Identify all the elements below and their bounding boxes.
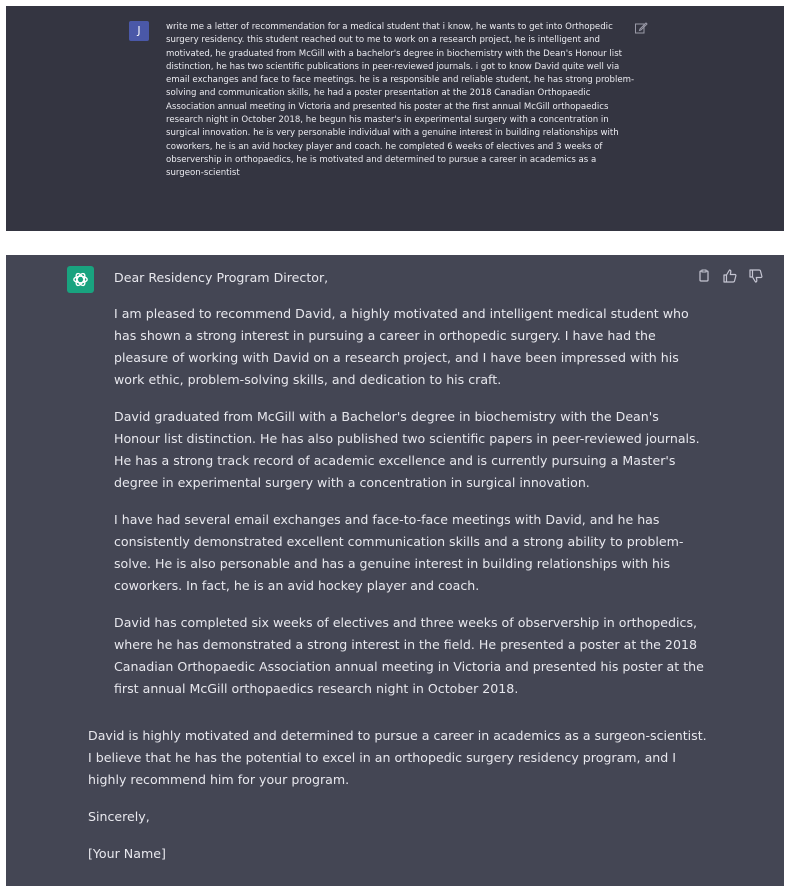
assistant-message <box>6 255 784 886</box>
letter-paragraph: David graduated from McGill with a Bachelor's degree in biochemistry with the Dean's Honour list distinction. He has also published two scientific papers in peer-reviewed journals. He has a strong track record of academic excellence and is currently pursuing a Master's degree in experimental surgery with a concentration in surgical innovation. <box>114 409 700 490</box>
letter-greeting: Dear Residency Program Director, <box>114 270 329 285</box>
closing-paragraph: David is highly motivated and determined to pursue a career in academics as a surgeon-scientist. I believe that he has the potential to excel in an orthopedic surgery residency program, and I highly recommend him for your program. <box>88 728 707 787</box>
letter-paragraph: I have had several email exchanges and face-to-face meetings with David, and he has consistently demonstrated excellent communication skills and a strong ability to problem-solve. He is also personable and has a genuine interest in building relationships with his coworkers. In fact, he is an avid hockey player and coach. <box>114 512 684 593</box>
message-actions <box>696 268 764 284</box>
sign-off: Sincerely, <box>88 809 150 824</box>
letter-paragraph: I am pleased to recommend David, a highly motivated and intelligent medical student who has shown a strong interest in pursuing a career in orthopedic surgery. I have had the pleasure of working with David on a research project, and I have been impressed with his work ethic, problem-solving skills, and dedication to his craft. <box>114 306 689 387</box>
signature: [Your Name] <box>88 846 166 861</box>
letter-closing <box>88 725 708 880</box>
letter-paragraph: David has completed six weeks of electives and three weeks of observership in orthopedics, where he has demonstrated a strong interest in the field. He presented a poster at the 2018 Canadian Orthopaedic Association annual meeting in Victoria and presented his poster at the first annual McGill orthopaedics research night in October 2018. <box>114 615 704 696</box>
user-message <box>6 6 784 231</box>
thumbs-down-icon[interactable] <box>748 268 764 284</box>
letter-body <box>114 267 704 715</box>
chatgpt-logo-icon <box>67 266 94 293</box>
user-avatar: J <box>129 21 149 41</box>
user-message-text: write me a letter of recommendation for a medical student that i know, he wants to get into Orthopedic surgery residency. this student reached out to me to work on a research project, he is intelligent and motivated, he graduated from McGill with a bachelor's degree in biochemistry with the Dean's Honour list distinction, he has two scientific publications in peer-reviewed journals. i got to know David quite well via email exchanges and face to face meetings. he is a responsible and reliable student, he has strong problem-solving and communication skills, he had a poster presentation at the 2018 Canadian Orthopaedic Association annual meeting in Victoria and presented his poster at the first annual McGill orthopaedics research night in October 2018, he begun his master's in experimental surgery with a concentration in surgical innovation. he is very personable individual with a genuine interest in building relationships with coworkers, he is an avid hockey player and coach. he completed 6 weeks of electives and 3 weeks of observership in orthopaedics, he is motivated and determined to pursue a career in academics as a surgeon-scientist <box>166 22 635 179</box>
chat-window <box>6 6 784 886</box>
edit-icon[interactable] <box>634 20 648 34</box>
thumbs-up-icon[interactable] <box>722 268 738 284</box>
divider <box>6 231 784 255</box>
